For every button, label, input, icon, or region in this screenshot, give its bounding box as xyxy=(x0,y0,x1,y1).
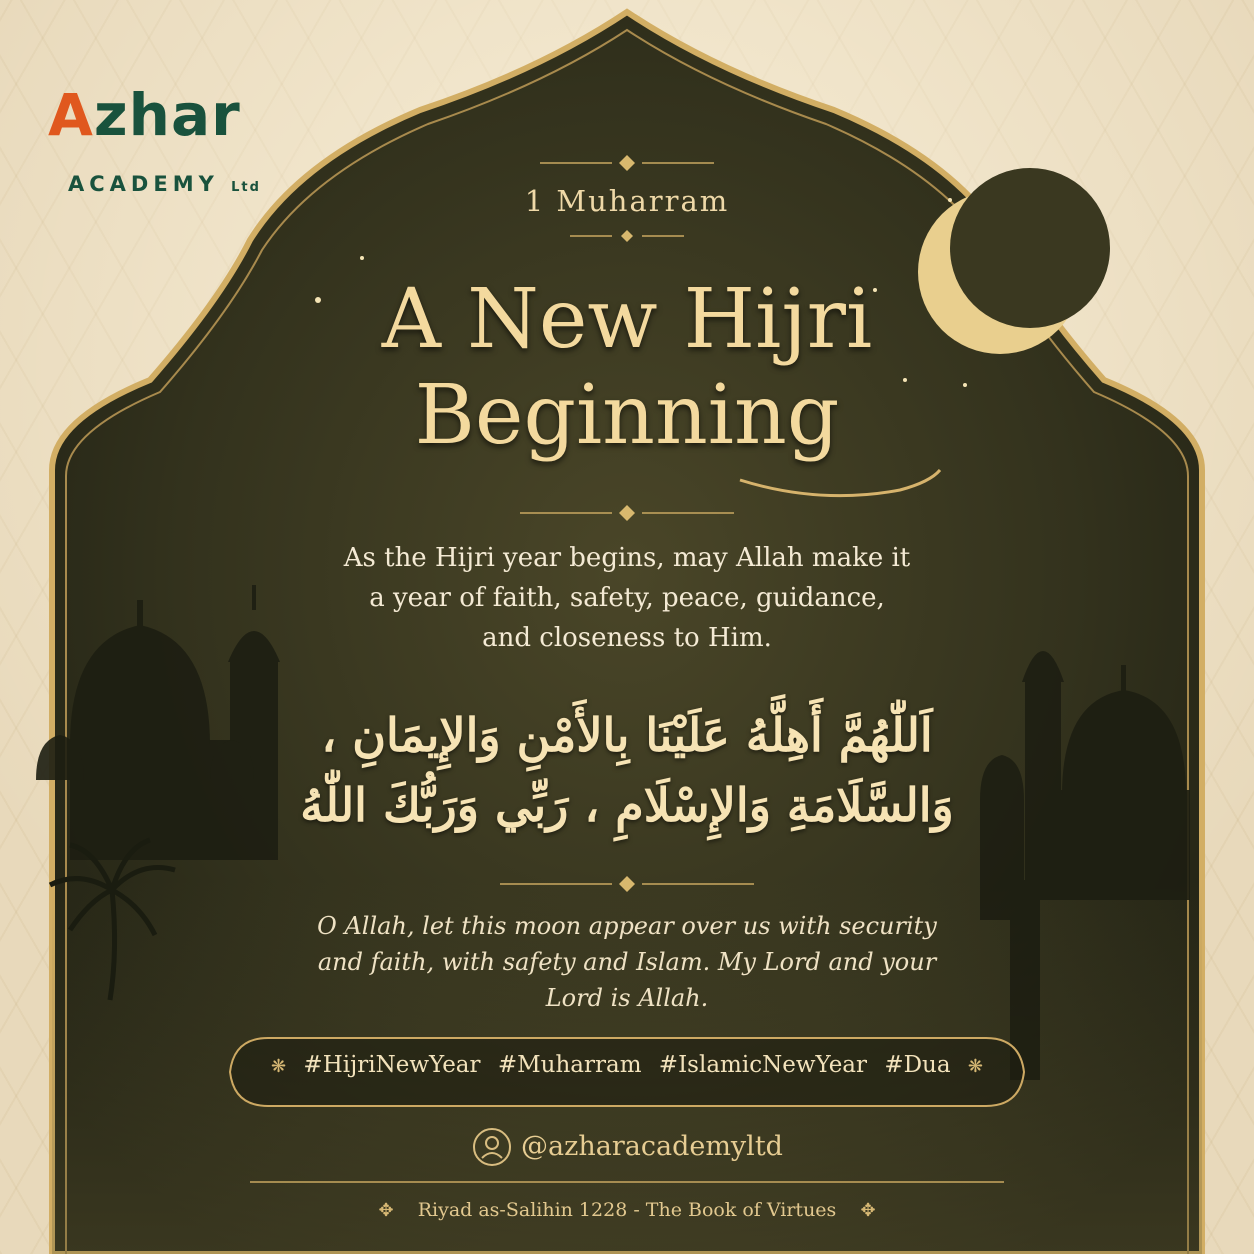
page-title xyxy=(0,272,1254,464)
dua-arabic-line: اَللّٰهُمَّ أَهِلَّهُ عَلَيْنَا بِالأَمْنِ وَالإِيمَانِ ، xyxy=(321,708,933,762)
logo-sub-text: ACADEMY xyxy=(68,172,219,196)
translation-line: Lord is Allah. xyxy=(545,984,709,1012)
title-line-1: A New Hijri xyxy=(381,272,873,367)
source-citation xyxy=(0,1199,1254,1221)
handle-text[interactable]: @azharacademyltd xyxy=(521,1131,783,1162)
intro-line: As the Hijri year begins, may Allah make it xyxy=(343,543,911,573)
title-line-2: Beginning xyxy=(414,368,840,463)
intro-line: and closeness to Him. xyxy=(482,623,772,653)
source-text: Riyad as-Salihin 1228 - The Book of Virtues xyxy=(417,1199,837,1221)
intro-line: a year of faith, safety, peace, guidance, xyxy=(369,583,885,613)
hashtag-text: #HijriNewYear #Muharram #IslamicNewYear #Dua xyxy=(303,1052,951,1078)
intro-text xyxy=(0,538,1254,658)
ornament-icon: ❋ xyxy=(271,1056,287,1077)
translation-line: and faith, with safety and Islam. My Lord and your xyxy=(317,948,937,976)
date-label: 1 Muharram xyxy=(524,184,730,218)
ornament-icon: ✥ xyxy=(860,1200,876,1221)
dua-arabic-line: وَالسَّلَامَةِ وَالإِسْلَامِ ، رَبِّي وَرَبُّكَ اللّٰهُ xyxy=(300,778,954,832)
logo-letter: A xyxy=(48,81,94,149)
hashtags xyxy=(0,1052,1254,1078)
brand-logo xyxy=(48,81,241,149)
logo-wordmark: zhar xyxy=(93,81,241,149)
logo-suffix: Ltd xyxy=(231,180,261,195)
social-handle[interactable] xyxy=(0,1131,1254,1162)
translation-line: O Allah, let this moon appear over us with security xyxy=(317,912,937,940)
ornament-icon: ✥ xyxy=(378,1200,394,1221)
dua-translation xyxy=(0,908,1254,1016)
ornament-icon: ❋ xyxy=(967,1056,983,1077)
dua-arabic xyxy=(0,700,1254,840)
